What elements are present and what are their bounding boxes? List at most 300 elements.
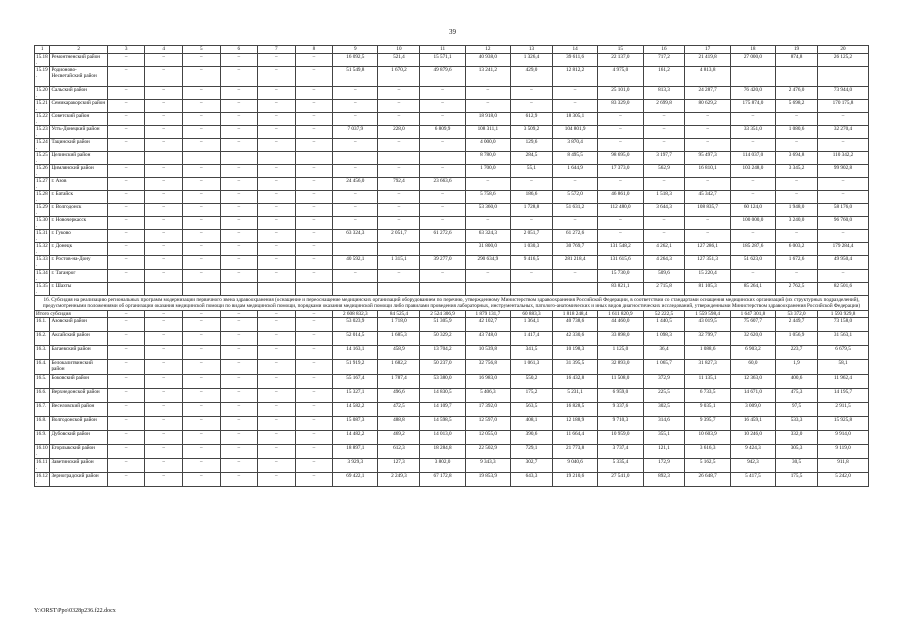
table-cell: 496,6 bbox=[378, 389, 420, 403]
table-row bbox=[35, 459, 869, 473]
table-cell bbox=[378, 152, 420, 165]
table-cell: 52 014,5 bbox=[333, 332, 378, 346]
table-cell: 1,9 bbox=[776, 360, 818, 375]
document-file-path: Y:\ORST\Ppo\0328p236.f22.docx bbox=[34, 608, 116, 614]
table-cell: – bbox=[333, 100, 378, 113]
table-cell: 302,7 bbox=[510, 459, 552, 473]
table-cell: 40 738,6 bbox=[552, 318, 597, 332]
table-cell: 99 902,8 bbox=[818, 165, 869, 178]
table-cell: – bbox=[220, 431, 258, 445]
table-cell: – bbox=[258, 126, 296, 139]
table-cell: 110 342,2 bbox=[818, 152, 869, 165]
table-cell: 4 264,3 bbox=[643, 256, 685, 270]
table-cell: 3 197,7 bbox=[643, 152, 685, 165]
table-cell: 550,2 bbox=[510, 375, 552, 389]
table-cell: 1 326,4 bbox=[510, 54, 552, 67]
column-number-row bbox=[35, 46, 869, 54]
table-cell: 1 728,8 bbox=[510, 204, 552, 217]
row-number: 16.2. bbox=[35, 332, 50, 346]
table-cell: – bbox=[145, 100, 183, 113]
table-cell bbox=[258, 283, 296, 296]
table-row bbox=[35, 126, 869, 139]
table-cell: – bbox=[182, 375, 220, 389]
table-cell: 30 769,7 bbox=[552, 243, 597, 256]
table-cell: 533,3 bbox=[776, 417, 818, 431]
row-name: г. Ростов-на-Дону bbox=[50, 256, 107, 270]
table-row bbox=[35, 87, 869, 100]
table-cell: 942,3 bbox=[730, 459, 775, 473]
table-cell: – bbox=[145, 417, 183, 431]
table-row bbox=[35, 332, 869, 346]
table-cell: 4 813,8 bbox=[685, 67, 730, 87]
table-cell: 290 634,9 bbox=[465, 256, 510, 270]
table-cell: – bbox=[220, 360, 258, 375]
total-cell: 53 372,0 bbox=[776, 311, 818, 318]
table-cell: – bbox=[220, 67, 258, 87]
table-cell: – bbox=[182, 165, 220, 178]
table-cell: – bbox=[182, 87, 220, 100]
table-cell: 225,5 bbox=[643, 389, 685, 403]
table-row bbox=[35, 445, 869, 459]
table-cell: – bbox=[220, 256, 258, 270]
table-row bbox=[35, 54, 869, 67]
table-cell: – bbox=[107, 270, 145, 283]
table-cell: – bbox=[145, 178, 183, 191]
table-cell: – bbox=[643, 178, 685, 191]
table-cell: – bbox=[465, 217, 510, 230]
table-cell: 53 023,9 bbox=[333, 318, 378, 332]
table-cell: 129,6 bbox=[510, 139, 552, 152]
table-cell: 23 663,6 bbox=[420, 178, 465, 191]
table-cell: – bbox=[107, 360, 145, 375]
table-cell: – bbox=[776, 270, 818, 283]
table-cell: – bbox=[107, 230, 145, 243]
table-cell: 18 284,8 bbox=[420, 445, 465, 459]
table-cell bbox=[182, 152, 220, 165]
table-row bbox=[35, 473, 869, 487]
table-row bbox=[35, 403, 869, 417]
table-cell: – bbox=[378, 100, 420, 113]
section-heading: 16. Субсидия на реализацию региональных программ модернизации первичного звена здравоохранения (оснащение и переоснащение медицинских организаций оборудованием по перечню, утвержденному Министерством здравоохранения Российской Федерации, в соответствии со стандартами оснащения медицинских организаций (их структурных подразделений), предусмотренными положениями об организации оказания медицинской помощи по видам медицинской помощи, порядками оказания медицинской помощи либо правилами проведения лабораторных, инструментальных, патолого-анатомических и иных видов диагностических исследований, утвержденными Министерством здравоохранения Российской Федерации) bbox=[35, 296, 869, 311]
table-cell: 53 380,0 bbox=[420, 375, 465, 389]
table-cell: 562,9 bbox=[643, 165, 685, 178]
table-cell: – bbox=[643, 230, 685, 243]
table-cell: 42 102,7 bbox=[465, 318, 510, 332]
table-cell: – bbox=[145, 243, 183, 256]
table-cell: 60 124,0 bbox=[730, 204, 775, 217]
table-cell: – bbox=[145, 54, 183, 67]
table-cell: – bbox=[220, 54, 258, 67]
table-cell: – bbox=[685, 230, 730, 243]
table-cell: – bbox=[333, 165, 378, 178]
column-header: 6 bbox=[220, 46, 258, 54]
table-cell: 1 440,5 bbox=[643, 318, 685, 332]
table-cell: 475,3 bbox=[776, 389, 818, 403]
table-cell: – bbox=[818, 178, 869, 191]
table-cell: 14 582,2 bbox=[333, 403, 378, 417]
table-cell: – bbox=[107, 417, 145, 431]
table-cell: 332,0 bbox=[776, 431, 818, 445]
table-cell: – bbox=[258, 87, 296, 100]
table-cell: – bbox=[295, 375, 333, 389]
table-cell: 27 000,0 bbox=[730, 54, 775, 67]
table-cell: – bbox=[182, 389, 220, 403]
row-name: г. Волгодонск bbox=[50, 204, 107, 217]
table-cell: – bbox=[220, 178, 258, 191]
table-row bbox=[35, 270, 869, 283]
table-cell: – bbox=[182, 417, 220, 431]
table-cell: – bbox=[333, 217, 378, 230]
table-cell: – bbox=[510, 270, 552, 283]
row-number: 15.20. bbox=[35, 87, 50, 100]
table-cell: – bbox=[378, 270, 420, 283]
table-cell: – bbox=[685, 113, 730, 126]
table-cell: – bbox=[258, 459, 296, 473]
table-cell: 75 607,7 bbox=[730, 318, 775, 332]
table-cell: – bbox=[258, 332, 296, 346]
table-cell: 17 373,0 bbox=[598, 165, 643, 178]
table-cell: – bbox=[465, 270, 510, 283]
table-cell: 390,6 bbox=[510, 431, 552, 445]
table-cell: 18 897,1 bbox=[333, 445, 378, 459]
table-cell: 2 051,7 bbox=[378, 230, 420, 243]
table-cell bbox=[510, 283, 552, 296]
table-cell: 63 324,3 bbox=[333, 230, 378, 243]
table-cell: 16 810,1 bbox=[685, 165, 730, 178]
table-cell: 25 101,0 bbox=[598, 87, 643, 100]
table-cell: 1 518,3 bbox=[643, 191, 685, 204]
table-cell: 16 432,8 bbox=[552, 375, 597, 389]
table-cell: – bbox=[182, 243, 220, 256]
table-cell: 131 615,6 bbox=[598, 256, 643, 270]
table-cell: – bbox=[598, 126, 643, 139]
table-cell: 892,3 bbox=[643, 473, 685, 487]
table-cell: – bbox=[220, 165, 258, 178]
table-cell: – bbox=[510, 217, 552, 230]
table-cell: 408,1 bbox=[510, 417, 552, 431]
table-cell: 12 812,2 bbox=[552, 67, 597, 87]
table-cell: – bbox=[220, 204, 258, 217]
column-header: 10 bbox=[378, 46, 420, 54]
table-cell: – bbox=[818, 139, 869, 152]
table-cell: – bbox=[182, 204, 220, 217]
table-cell: 14 830,5 bbox=[420, 389, 465, 403]
table-cell: – bbox=[730, 113, 775, 126]
table-cell: 31 395,5 bbox=[552, 360, 597, 375]
table-row bbox=[35, 431, 869, 445]
table-cell: 5 335,4 bbox=[598, 459, 643, 473]
table-cell: – bbox=[258, 191, 296, 204]
table-cell: – bbox=[333, 139, 378, 152]
table-cell: 26 125,2 bbox=[818, 54, 869, 67]
row-name: г. Донецк bbox=[50, 243, 107, 256]
table-cell: 6 959,0 bbox=[598, 389, 643, 403]
row-name: Волгодонской район bbox=[50, 417, 107, 431]
table-cell: 3 644,3 bbox=[643, 204, 685, 217]
table-cell: – bbox=[295, 100, 333, 113]
table-cell bbox=[107, 283, 145, 296]
table-row bbox=[35, 178, 869, 191]
table-cell: – bbox=[333, 191, 378, 204]
table-cell: 45 342,7 bbox=[685, 191, 730, 204]
table-cell: 12 597,0 bbox=[465, 417, 510, 431]
table-cell: – bbox=[258, 217, 296, 230]
total-label: Итого субсидия bbox=[35, 311, 108, 318]
table-cell: 127 351,3 bbox=[685, 256, 730, 270]
table-cell: – bbox=[295, 256, 333, 270]
table-cell: 8 495,5 bbox=[552, 152, 597, 165]
table-cell: 1 700,0 bbox=[465, 165, 510, 178]
table-cell: – bbox=[182, 270, 220, 283]
table-cell bbox=[182, 283, 220, 296]
table-cell: – bbox=[685, 217, 730, 230]
row-number: 15.30. bbox=[35, 217, 50, 230]
table-cell: – bbox=[258, 67, 296, 87]
table-cell: 1 644,9 bbox=[552, 165, 597, 178]
table-row bbox=[35, 100, 869, 113]
table-cell: – bbox=[552, 270, 597, 283]
table-cell: – bbox=[182, 191, 220, 204]
total-cell: 1 593 929,8 bbox=[818, 311, 869, 318]
column-header: 3 bbox=[107, 46, 145, 54]
table-cell: 108 835,7 bbox=[685, 204, 730, 217]
table-cell: – bbox=[295, 473, 333, 487]
table-cell: 50 329,2 bbox=[420, 332, 465, 346]
table-cell: – bbox=[598, 178, 643, 191]
row-number: 16.11. bbox=[35, 459, 50, 473]
table-row bbox=[35, 417, 869, 431]
table-cell: – bbox=[182, 126, 220, 139]
table-cell: 43 019,5 bbox=[685, 318, 730, 332]
table-cell: 355,1 bbox=[643, 431, 685, 445]
table-cell: – bbox=[465, 87, 510, 100]
table-row bbox=[35, 165, 869, 178]
table-cell: – bbox=[643, 126, 685, 139]
table-cell bbox=[145, 283, 183, 296]
table-cell: 16 983,0 bbox=[465, 375, 510, 389]
table-cell: – bbox=[220, 473, 258, 487]
table-row bbox=[35, 230, 869, 243]
row-number: 15.19. bbox=[35, 67, 50, 87]
table-cell: 24 456,0 bbox=[333, 178, 378, 191]
row-name: Егорлыкский район bbox=[50, 445, 107, 459]
budget-table bbox=[34, 45, 869, 487]
row-name: Сальский район bbox=[50, 87, 107, 100]
table-cell: – bbox=[258, 204, 296, 217]
table-cell: 3 345,2 bbox=[776, 165, 818, 178]
total-cell: – bbox=[182, 311, 220, 318]
row-name: г. Батайск bbox=[50, 191, 107, 204]
table-cell: – bbox=[598, 113, 643, 126]
table-cell: 32 756,8 bbox=[465, 360, 510, 375]
column-header: 14 bbox=[552, 46, 597, 54]
table-cell: – bbox=[107, 191, 145, 204]
table-cell: – bbox=[685, 126, 730, 139]
table-cell: – bbox=[420, 191, 465, 204]
table-cell bbox=[818, 67, 869, 87]
table-cell: 1 061,3 bbox=[510, 360, 552, 375]
table-cell: 60,0 bbox=[730, 360, 775, 375]
table-cell: – bbox=[107, 346, 145, 360]
table-cell: 10 603,9 bbox=[685, 431, 730, 445]
table-cell: – bbox=[220, 445, 258, 459]
table-cell: – bbox=[220, 243, 258, 256]
table-cell: 30,5 bbox=[776, 459, 818, 473]
row-number: 16.1. bbox=[35, 318, 50, 332]
table-cell: – bbox=[145, 191, 183, 204]
table-cell: 2 051,7 bbox=[510, 230, 552, 243]
table-cell: – bbox=[378, 191, 420, 204]
table-cell: 73 158,0 bbox=[818, 318, 869, 332]
table-cell: – bbox=[182, 431, 220, 445]
table-cell: 874,8 bbox=[776, 54, 818, 67]
table-cell: 161,2 bbox=[643, 67, 685, 87]
table-cell: 429,0 bbox=[510, 67, 552, 87]
table-cell: 50 237,0 bbox=[420, 360, 465, 375]
table-cell: 3 240,0 bbox=[776, 217, 818, 230]
table-cell: – bbox=[258, 417, 296, 431]
row-number: 16.5. bbox=[35, 375, 50, 389]
row-name: Веселовский район bbox=[50, 403, 107, 417]
table-row bbox=[35, 375, 869, 389]
table-cell: 17 392,0 bbox=[465, 403, 510, 417]
table-cell: 58,1 bbox=[818, 360, 869, 375]
table-cell: 3 509,2 bbox=[510, 126, 552, 139]
table-cell bbox=[333, 283, 378, 296]
table-cell: 55,1 bbox=[510, 165, 552, 178]
table-cell: 15 925,8 bbox=[818, 417, 869, 431]
table-cell: 85 264,1 bbox=[730, 283, 775, 296]
table-cell: 14 482,2 bbox=[333, 431, 378, 445]
table-cell: – bbox=[182, 346, 220, 360]
table-cell: – bbox=[145, 360, 183, 375]
table-cell: – bbox=[420, 139, 465, 152]
table-cell: – bbox=[776, 113, 818, 126]
table-cell: 1 718,0 bbox=[378, 318, 420, 332]
column-header: 8 bbox=[295, 46, 333, 54]
table-cell: – bbox=[643, 139, 685, 152]
table-cell: – bbox=[730, 178, 775, 191]
table-cell: 10 959,0 bbox=[598, 431, 643, 445]
table-cell: – bbox=[107, 375, 145, 389]
table-cell: – bbox=[258, 243, 296, 256]
table-cell: 4 000,0 bbox=[465, 139, 510, 152]
table-cell: 1 948,0 bbox=[776, 204, 818, 217]
table-cell: 76 420,0 bbox=[730, 87, 775, 100]
table-cell: – bbox=[182, 230, 220, 243]
table-cell: 73 944,0 bbox=[818, 87, 869, 100]
table-cell: 1 030,3 bbox=[510, 243, 552, 256]
table-cell: 21 419,8 bbox=[685, 54, 730, 67]
table-cell: – bbox=[220, 389, 258, 403]
table-cell: – bbox=[295, 178, 333, 191]
table-cell: – bbox=[107, 178, 145, 191]
table-cell: 83 821,1 bbox=[598, 283, 643, 296]
table-cell: 3 870,4 bbox=[552, 139, 597, 152]
table-cell: 19 853,9 bbox=[465, 473, 510, 487]
table-cell: 82 501,6 bbox=[818, 283, 869, 296]
table-row bbox=[35, 204, 869, 217]
table-cell: – bbox=[510, 100, 552, 113]
row-name: Аксайский район bbox=[50, 332, 107, 346]
table-cell: – bbox=[295, 389, 333, 403]
table-cell: 43 748,0 bbox=[465, 332, 510, 346]
row-name: г. Таганрог bbox=[50, 270, 107, 283]
table-cell: – bbox=[333, 113, 378, 126]
table-cell: – bbox=[378, 87, 420, 100]
row-name: Семикаракорский район bbox=[50, 100, 107, 113]
table-cell: – bbox=[776, 139, 818, 152]
table-cell: – bbox=[220, 87, 258, 100]
table-cell: – bbox=[107, 445, 145, 459]
table-cell: 281 218,4 bbox=[552, 256, 597, 270]
table-cell: – bbox=[107, 165, 145, 178]
table-cell: 6 903,2 bbox=[730, 346, 775, 360]
table-cell: – bbox=[378, 113, 420, 126]
table-cell: 32 620,0 bbox=[730, 332, 775, 346]
table-cell: 1 685,3 bbox=[378, 332, 420, 346]
table-cell: 39 277,0 bbox=[420, 256, 465, 270]
table-cell: – bbox=[145, 389, 183, 403]
table-cell: 49 879,6 bbox=[420, 67, 465, 87]
table-cell: – bbox=[420, 217, 465, 230]
table-cell: – bbox=[776, 178, 818, 191]
table-cell: 121,1 bbox=[643, 445, 685, 459]
table-cell: 469,2 bbox=[378, 431, 420, 445]
table-row bbox=[35, 217, 869, 230]
table-cell: 12 055,0 bbox=[465, 431, 510, 445]
table-cell: – bbox=[730, 230, 775, 243]
table-cell: – bbox=[220, 459, 258, 473]
table-cell: 18 305,1 bbox=[552, 113, 597, 126]
row-number: 15.23. bbox=[35, 126, 50, 139]
table-cell: – bbox=[220, 346, 258, 360]
table-cell: 1 125,0 bbox=[598, 346, 643, 360]
table-cell: – bbox=[145, 204, 183, 217]
table-cell: 9 040,6 bbox=[552, 459, 597, 473]
table-cell bbox=[295, 152, 333, 165]
row-number: 15.22. bbox=[35, 113, 50, 126]
table-cell bbox=[420, 152, 465, 165]
table-cell: – bbox=[220, 417, 258, 431]
table-cell: 61 272,6 bbox=[420, 230, 465, 243]
table-cell: 108 311,1 bbox=[465, 126, 510, 139]
table-cell: 12 363,0 bbox=[730, 375, 775, 389]
table-cell: 15 571,1 bbox=[420, 54, 465, 67]
row-name: Белокалитвинский район bbox=[50, 360, 107, 375]
row-name: Заветинский район bbox=[50, 459, 107, 473]
row-number: 15.27. bbox=[35, 178, 50, 191]
table-cell bbox=[220, 283, 258, 296]
table-cell bbox=[333, 152, 378, 165]
table-cell: 19 210,6 bbox=[552, 473, 597, 487]
table-cell: – bbox=[420, 113, 465, 126]
table-cell: – bbox=[145, 375, 183, 389]
table-cell: 521,4 bbox=[378, 54, 420, 67]
table-cell: 15 327,1 bbox=[333, 389, 378, 403]
table-cell: – bbox=[552, 100, 597, 113]
table-cell bbox=[107, 152, 145, 165]
table-cell: 51 631,2 bbox=[552, 204, 597, 217]
table-cell: 14 598,5 bbox=[420, 417, 465, 431]
table-cell: 3 616,3 bbox=[685, 445, 730, 459]
table-cell: 39 611,6 bbox=[552, 54, 597, 67]
table-cell: 1 315,1 bbox=[378, 256, 420, 270]
table-cell: 1 080,6 bbox=[776, 126, 818, 139]
table-cell: 80 629,2 bbox=[685, 100, 730, 113]
column-header: 1 bbox=[35, 46, 50, 54]
table-cell: 472,5 bbox=[378, 403, 420, 417]
